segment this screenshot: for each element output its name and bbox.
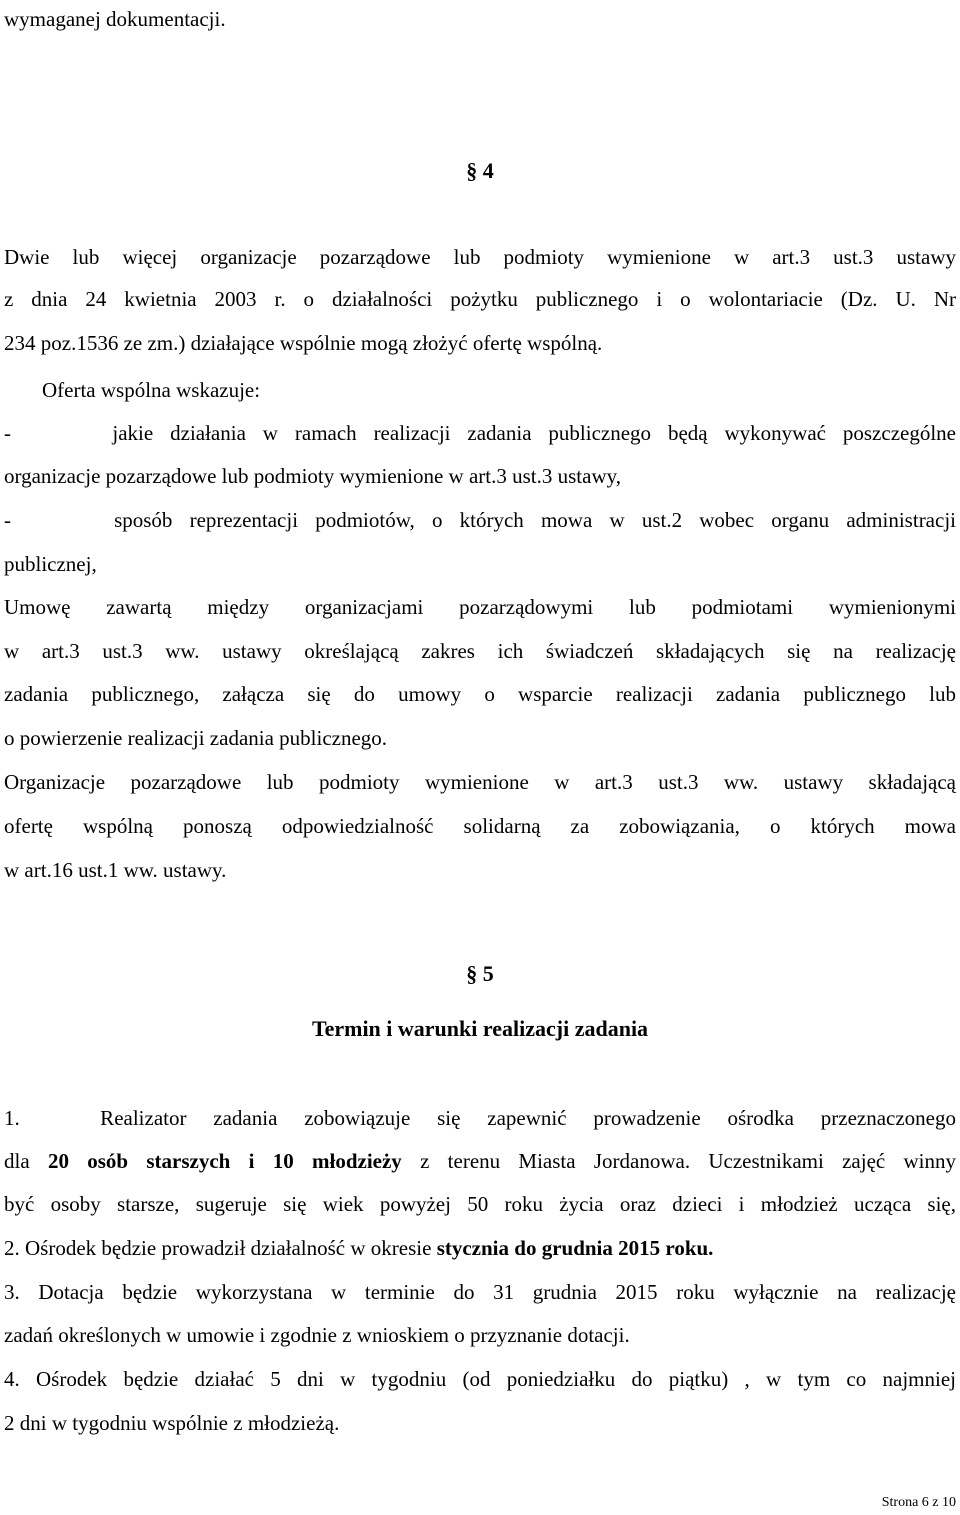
paragraph-line: publicznej, [4, 552, 97, 576]
paragraph-line: Organizacje pozarządowe lub podmioty wymienione w art.3 ust.3 ww. ustawy składającą [4, 770, 956, 794]
paragraph-line: organizacje pozarządowe lub podmioty wymienione w art.3 ust.3 ustawy, [4, 464, 621, 488]
paragraph-line: w art.3 ust.3 ww. ustawy określającą zakres ich świadczeń składających się na realizację [4, 639, 956, 663]
paragraph-line [4, 1235, 956, 1261]
bold-text-run: 20 osób starszych i 10 młodzieży [47, 1149, 402, 1173]
text-run: dla [4, 1149, 48, 1173]
paragraph-line: zadania publicznego, załącza się do umowy o wsparcie realizacji zadania publicznego lub [4, 682, 956, 706]
top-fragment: wymaganej dokumentacji. [4, 7, 226, 31]
paragraph-line: 234 poz.1536 ze zm.) działające wspólnie mogą złożyć ofertę wspólną. [4, 331, 603, 355]
section-4-heading: § 4 [466, 158, 494, 183]
page-number: Strona 6 z 10 [881, 1495, 956, 1510]
list-item: - sposób reprezentacji podmiotów, o których mowa w ust.2 wobec organu administracji [4, 508, 956, 532]
text-run: z terenu Miasta Jordanowa. Uczestnikami zajęć winny [401, 1149, 956, 1173]
list-item: - jakie działania w ramach realizacji zadania publicznego będą wykonywać poszczególne [4, 421, 956, 445]
paragraph-line: Oferta wspólna wskazuje: [42, 378, 261, 402]
bold-text-run: stycznia do grudnia 2015 roku. [436, 1236, 714, 1260]
section-5-heading: § 5 [466, 961, 494, 986]
paragraph-line: o powierzenie realizacji zadania publicznego. [4, 726, 388, 750]
paragraph-line: Umowę zawartą między organizacjami pozarządowymi lub podmiotami wymienionymi [4, 595, 956, 619]
paragraph-line: ofertę wspólną ponoszą odpowiedzialność solidarną za zobowiązania, o których mowa [4, 814, 956, 838]
paragraph-line: 4. Ośrodek będzie działać 5 dni w tygodniu (od poniedziałku do piątku) , w tym co najmniej [4, 1367, 956, 1391]
paragraph-line: z dnia 24 kwietnia 2003 r. o działalności pożytku publicznego i o wolontariacie (Dz. U. Nr [4, 287, 956, 311]
paragraph-line: 3. Dotacja będzie wykorzystana w terminie do 31 grudnia 2015 roku wyłącznie na realizację [4, 1280, 956, 1304]
paragraph-line: być osoby starsze, sugeruje się wiek powyżej 50 roku życia oraz dzieci i młodzież ucząca się, [4, 1192, 956, 1216]
paragraph-line: 2 dni w tygodniu wspólnie z młodzieżą. [4, 1411, 340, 1435]
paragraph-line: w art.16 ust.1 ww. ustawy. [4, 858, 227, 882]
text-run: 2. Ośrodek będzie prowadził działalność w okresie [4, 1236, 437, 1260]
paragraph-line: Dwie lub więcej organizacje pozarządowe lub podmioty wymienione w art.3 ust.3 ustawy [4, 245, 956, 269]
paragraph-line: zadań określonych w umowie i zgodnie z wnioskiem o przyznanie dotacji. [4, 1323, 630, 1347]
section-5-title: Termin i warunki realizacji zadania [311, 1016, 649, 1041]
paragraph-line [4, 1148, 956, 1174]
paragraph-line: 1. Realizator zadania zobowiązuje się zapewnić prowadzenie ośrodka przeznaczonego [4, 1106, 956, 1130]
